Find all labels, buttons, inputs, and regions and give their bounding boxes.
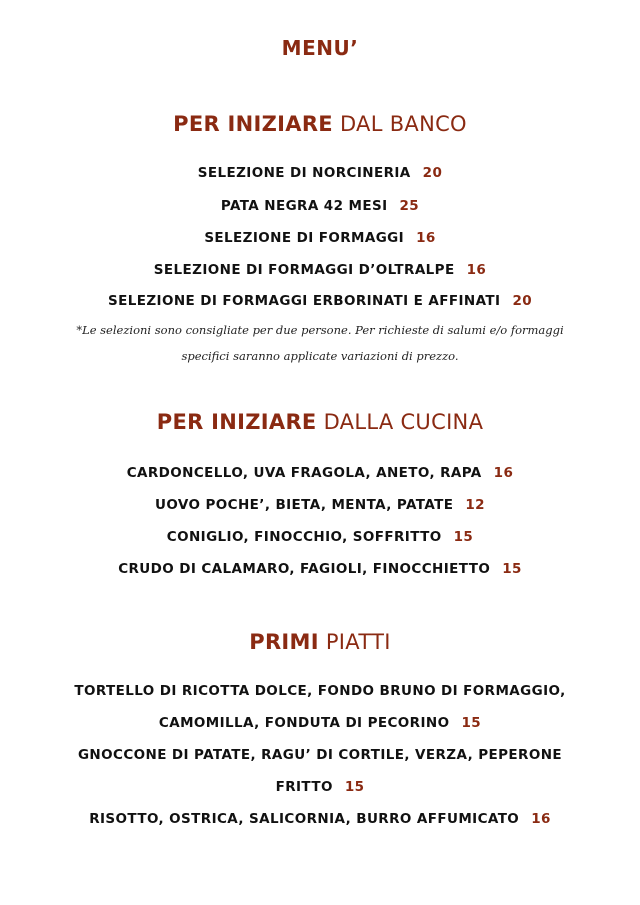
section-title-bold: PRIMI (249, 630, 319, 654)
item-price: 16 (416, 230, 436, 246)
item-price: 25 (399, 198, 420, 214)
menu-item (0, 811, 640, 827)
item-price: 16 (493, 465, 514, 481)
menu-item (0, 465, 640, 481)
menu-item (0, 715, 640, 731)
item-name: SELEZIONE DI NORCINERIA (197, 165, 411, 181)
menu-item-line: GNOCCONE DI PATATE, RAGU’ DI CORTILE, VERZA, PEPERONE (77, 747, 563, 763)
menu-item (0, 293, 640, 309)
item-price: 20 (512, 293, 533, 309)
menu-item (0, 165, 640, 181)
menu-item (0, 230, 640, 246)
selection-note (20, 317, 620, 369)
item-name: SELEZIONE DI FORMAGGI ERBORINATI E AFFINATI (107, 293, 501, 309)
item-name: CRUDO DI CALAMARO, FAGIOLI, FINOCCHIETTO (118, 561, 491, 577)
item-price: 15 (453, 529, 474, 545)
item-name: UOVO POCHE’, BIETA, MENTA, PATATE (155, 497, 454, 513)
item-name: FRITTO (275, 779, 333, 795)
menu-item-line: TORTELLO DI RICOTTA DOLCE, FONDO BRUNO DI FORMAGGIO, (74, 683, 566, 699)
menu-item (0, 262, 640, 278)
item-price: 15 (461, 715, 482, 731)
item-name: CARDONCELLO, UVA FRAGOLA, ANETO, RAPA (126, 465, 482, 481)
menu-item (0, 561, 640, 577)
menu-item (0, 497, 640, 513)
section-title-rest: DAL BANCO (339, 112, 467, 136)
menu-item (0, 779, 640, 795)
note-line: *Le selezioni sono consigliate per due persone. Per richieste di salumi e/o formaggi (76, 323, 564, 337)
item-name: PATA NEGRA 42 MESI (220, 198, 388, 214)
item-price: 20 (422, 165, 443, 181)
section-title-dalla-cucina (0, 410, 640, 434)
item-price: 16 (531, 811, 551, 827)
item-price: 16 (466, 262, 487, 278)
menu-item (0, 198, 640, 214)
section-title-rest: DALLA CUCINA (323, 410, 484, 434)
item-name: CAMOMILLA, FONDUTA DI PECORINO (158, 715, 450, 731)
section-title-bold: PER INIZIARE (156, 410, 317, 434)
item-price: 15 (344, 779, 365, 795)
item-price: 12 (465, 497, 485, 513)
section-title-dal-banco (0, 112, 640, 136)
note-line: specifici saranno applicate variazioni di prezzo. (181, 349, 459, 363)
item-price: 15 (502, 561, 522, 577)
item-name: CONIGLIO, FINOCCHIO, SOFFRITTO (166, 529, 442, 545)
section-title-bold: PER INIZIARE (173, 112, 333, 136)
menu-title: MENU’ (281, 36, 359, 60)
item-name: SELEZIONE DI FORMAGGI D’OLTRALPE (153, 262, 455, 278)
item-name: SELEZIONE DI FORMAGGI (204, 230, 405, 246)
item-name: RISOTTO, OSTRICA, SALICORNIA, BURRO AFFUMICATO (89, 811, 520, 827)
menu-item (0, 529, 640, 545)
section-title-rest: PIATTI (325, 630, 391, 654)
section-title-primi-piatti (0, 630, 640, 654)
